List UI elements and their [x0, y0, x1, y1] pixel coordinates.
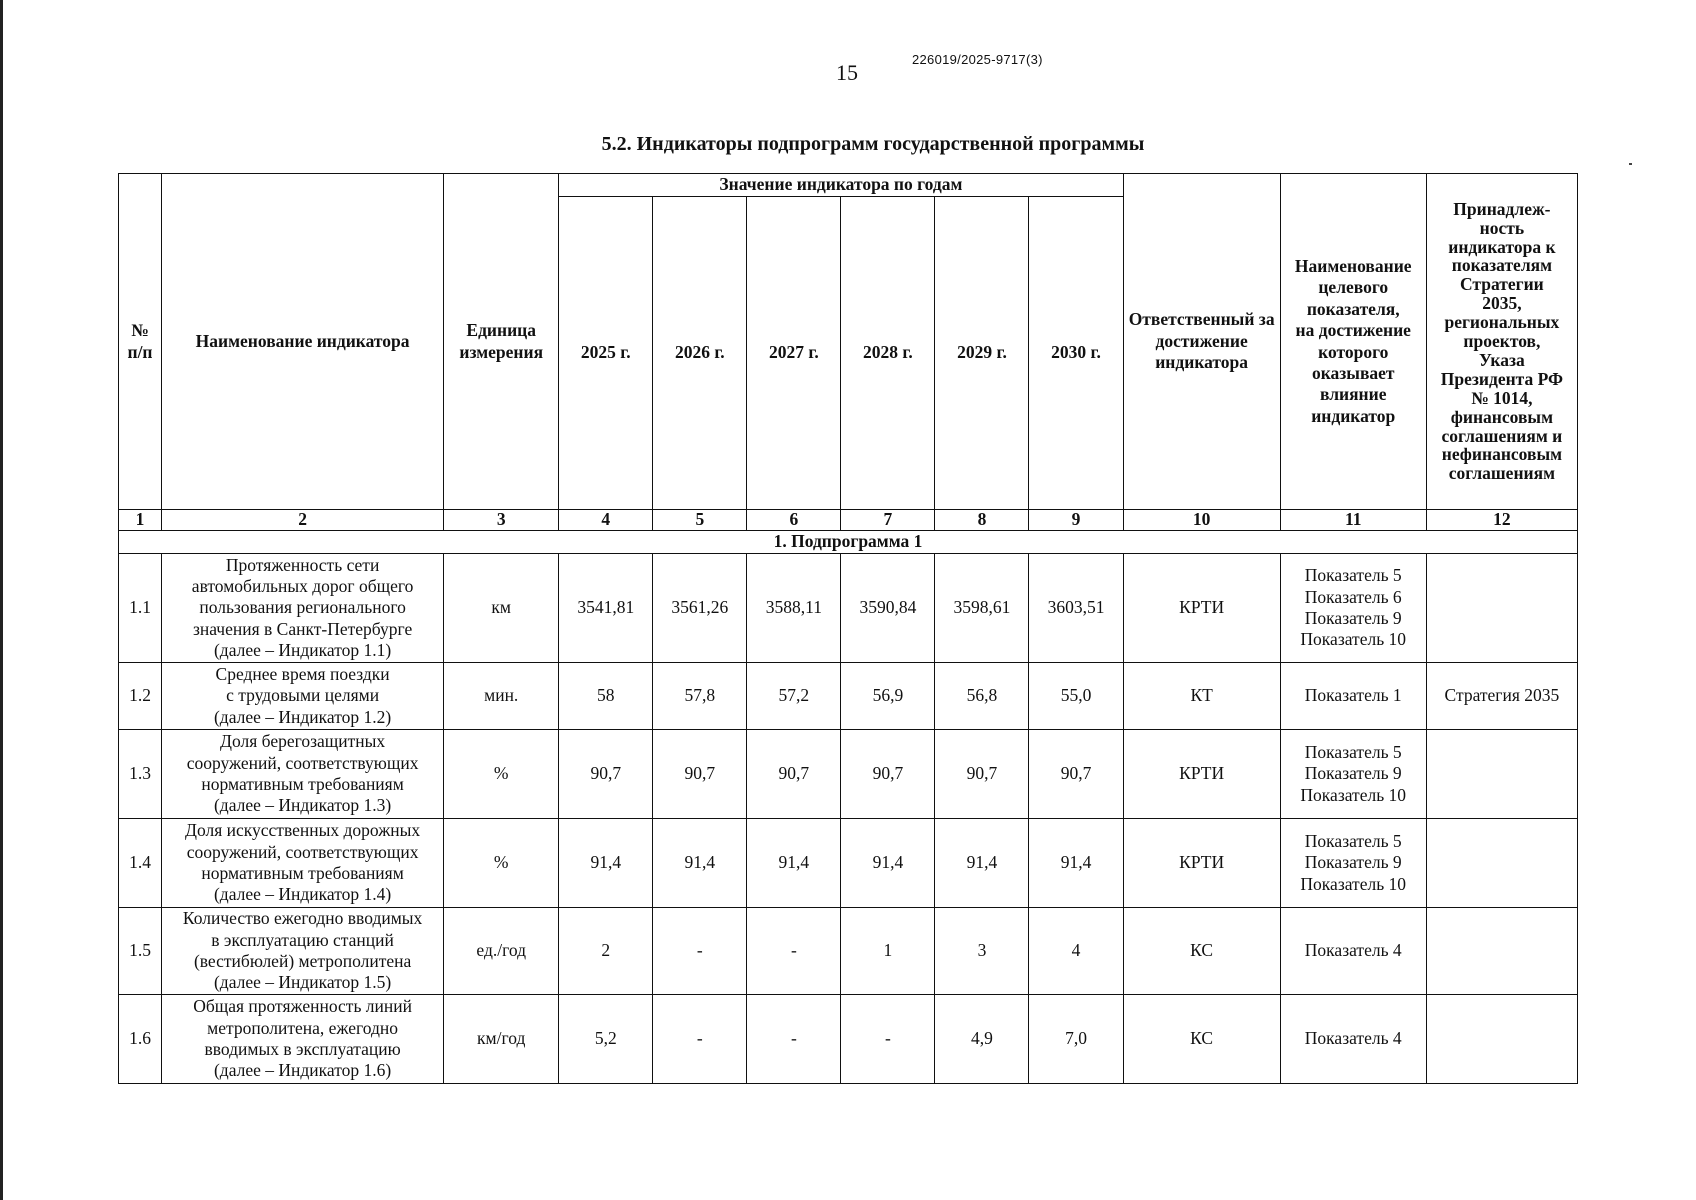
- text-line: автомобильных дорог общего: [191, 575, 414, 596]
- year-value: 91,4: [559, 819, 653, 908]
- year-value: -: [747, 908, 841, 995]
- text-line: целевого: [1318, 277, 1389, 298]
- text-line: вводимых в эксплуатацию: [204, 1039, 401, 1059]
- text-line: Указа: [1479, 349, 1525, 370]
- row-number: 1.1: [119, 554, 162, 663]
- year-value: 91,4: [935, 819, 1029, 908]
- strategy-cell: [1426, 995, 1577, 1084]
- strategy-cell: [1426, 908, 1577, 995]
- strategy-cell: [1426, 819, 1577, 908]
- year-value: 90,7: [559, 730, 653, 819]
- text-line: 2035,: [1482, 293, 1522, 314]
- text-line: Показатель 6: [1304, 586, 1402, 607]
- row-number: 1.3: [119, 730, 162, 819]
- responsible-cell: КТ: [1123, 663, 1280, 730]
- text-line: Показатель 9: [1304, 852, 1402, 873]
- header-year: 2026 г.: [653, 197, 747, 510]
- column-number: 10: [1123, 510, 1280, 531]
- text-line: Общая протяженность линий: [193, 996, 413, 1017]
- text-line: Показатель 5: [1304, 565, 1402, 586]
- strategy-cell: [1426, 554, 1577, 663]
- text-line: которого: [1318, 341, 1389, 362]
- header-values-group: Значение индикатора по годам: [559, 174, 1123, 197]
- year-value: 56,8: [935, 663, 1029, 730]
- section-title: 5.2. Индикаторы подпрограмм государственной программы: [601, 133, 1145, 155]
- indicator-name: [162, 663, 444, 730]
- header-year: 2028 г.: [841, 197, 935, 510]
- target-indicators: [1280, 908, 1426, 995]
- text-line: Доля берегозащитных: [220, 731, 386, 752]
- column-number: 4: [559, 510, 653, 531]
- table-row: [119, 995, 1578, 1084]
- unit-cell: %: [444, 819, 559, 908]
- text-line: Среднее время поездки: [215, 663, 390, 684]
- year-value: 3541,81: [559, 554, 653, 663]
- header-num: № п/п: [119, 174, 162, 510]
- text-line: в эксплуатацию станций: [211, 929, 394, 950]
- subprogram-row: [119, 531, 1578, 554]
- year-value: 58: [559, 663, 653, 730]
- text-line: показателям: [1451, 255, 1553, 276]
- year-value: 2: [559, 908, 653, 995]
- column-numbers-row: [119, 510, 1578, 531]
- column-number: 12: [1426, 510, 1577, 531]
- text-line: Показатель 4: [1304, 1028, 1402, 1049]
- year-value: 3588,11: [747, 554, 841, 663]
- year-value: 1: [841, 908, 935, 995]
- target-indicators: [1280, 663, 1426, 730]
- indicator-name: [162, 908, 444, 995]
- target-indicators: [1280, 730, 1426, 819]
- column-number: 3: [444, 510, 559, 531]
- subprogram-title: 1. Подпрограмма 1: [119, 531, 1578, 554]
- row-number: 1.4: [119, 819, 162, 908]
- row-number: 1.2: [119, 663, 162, 730]
- text-line: Показатель 10: [1300, 784, 1407, 805]
- table-row: [119, 730, 1578, 819]
- text-line: Показатель 4: [1304, 940, 1402, 961]
- text-line: Показатель 10: [1300, 629, 1407, 650]
- text-line: Наименование: [1294, 256, 1412, 277]
- header-year: 2029 г.: [935, 197, 1029, 510]
- text-line: (далее – Индикатор 1.1): [213, 640, 392, 661]
- year-value: 91,4: [1029, 819, 1123, 908]
- text-line: соглашениям и: [1441, 425, 1563, 446]
- responsible-cell: КС: [1123, 995, 1280, 1084]
- year-value: 90,7: [935, 730, 1029, 819]
- text-line: Показатель 5: [1304, 741, 1402, 762]
- column-number: 11: [1280, 510, 1426, 531]
- year-value: 91,4: [747, 819, 841, 908]
- header-target: [1280, 174, 1426, 510]
- unit-cell: км/год: [444, 995, 559, 1084]
- year-value: 55,0: [1029, 663, 1123, 730]
- page-edge: [0, 0, 3, 1200]
- column-number: 5: [653, 510, 747, 531]
- year-value: 57,8: [653, 663, 747, 730]
- text-line: Количество ежегодно вводимых: [182, 908, 423, 929]
- unit-cell: км: [444, 554, 559, 663]
- indicator-name: [162, 995, 444, 1084]
- target-indicators: [1280, 554, 1426, 663]
- target-indicators: [1280, 819, 1426, 908]
- text-line: сооружений, соответствующих: [186, 841, 419, 862]
- text-line: Принадлеж-: [1453, 198, 1551, 219]
- column-number: 9: [1029, 510, 1123, 531]
- header-year: 2027 г.: [747, 197, 841, 510]
- text-line: на достижение: [1295, 320, 1411, 341]
- text-line: метрополитена, ежегодно: [207, 1017, 399, 1038]
- header-unit: Единица измерения: [444, 174, 559, 510]
- column-number: 1: [119, 510, 162, 531]
- year-value: 7,0: [1029, 995, 1123, 1084]
- year-value: -: [653, 908, 747, 995]
- column-number: 6: [747, 510, 841, 531]
- text-line: финансовым: [1450, 406, 1553, 427]
- row-number: 1.5: [119, 908, 162, 995]
- strategy-cell: Стратегия 2035: [1426, 663, 1577, 730]
- text-line: (далее – Индикатор 1.5): [213, 972, 392, 993]
- text-line: влияние: [1319, 384, 1387, 405]
- text-line: проектов,: [1463, 331, 1541, 352]
- text-line: Показатель 1: [1304, 685, 1402, 706]
- header-strategy: [1426, 174, 1577, 510]
- text-line: Президента РФ: [1440, 368, 1564, 389]
- header-responsible: Ответственный за достижение индикатора: [1123, 174, 1280, 510]
- year-value: 3561,26: [653, 554, 747, 663]
- year-value: 57,2: [747, 663, 841, 730]
- text-line: индикатора к: [1448, 236, 1556, 257]
- text-line: Стратегии: [1460, 274, 1544, 295]
- indicator-name: [162, 730, 444, 819]
- header-year: 2025 г.: [559, 197, 653, 510]
- text-line: оказывает: [1311, 362, 1395, 383]
- year-value: 4: [1029, 908, 1123, 995]
- header-name: Наименование индикатора: [162, 174, 444, 510]
- text-line: ность: [1479, 217, 1525, 238]
- page-number: 15: [836, 60, 858, 85]
- text-line: показателя,: [1306, 298, 1400, 319]
- table-body: [119, 510, 1578, 1084]
- text-line: (далее – Индикатор 1.2): [213, 706, 392, 727]
- text-line: с трудовыми целями: [226, 685, 380, 706]
- indicator-name: [162, 819, 444, 908]
- table-row: [119, 908, 1578, 995]
- year-value: 91,4: [841, 819, 935, 908]
- text-line: (далее – Индикатор 1.6): [213, 1060, 392, 1081]
- table-header: [119, 174, 1578, 510]
- column-number: 7: [841, 510, 935, 531]
- text-line: пользования регионального: [199, 597, 406, 618]
- registration-number: 226019/2025-9717(3): [912, 52, 1043, 67]
- responsible-cell: КРТИ: [1123, 554, 1280, 663]
- text-line: соглашениям: [1448, 463, 1556, 484]
- target-indicators: [1280, 995, 1426, 1084]
- unit-cell: %: [444, 730, 559, 819]
- year-value: 5,2: [559, 995, 653, 1084]
- row-number: 1.6: [119, 995, 162, 1084]
- text-line: нефинансовым: [1441, 444, 1563, 465]
- year-value: 3603,51: [1029, 554, 1123, 663]
- year-value: 56,9: [841, 663, 935, 730]
- year-value: 90,7: [841, 730, 935, 819]
- text-line: (далее – Индикатор 1.3): [213, 795, 392, 816]
- text-line: сооружений, соответствующих: [186, 752, 419, 773]
- year-value: 90,7: [1029, 730, 1123, 819]
- table-row: [119, 819, 1578, 908]
- text-line: (далее – Индикатор 1.4): [213, 884, 392, 905]
- unit-cell: ед./год: [444, 908, 559, 995]
- year-value: 4,9: [935, 995, 1029, 1084]
- text-line: Доля искусственных дорожных: [185, 820, 421, 841]
- year-value: 3590,84: [841, 554, 935, 663]
- year-value: 90,7: [653, 730, 747, 819]
- scan-artifact: [1629, 163, 1632, 165]
- table-row: [119, 663, 1578, 730]
- text-line: значения в Санкт-Петербурге: [192, 618, 413, 639]
- text-line: Показатель 5: [1304, 830, 1402, 851]
- strategy-cell: [1426, 730, 1577, 819]
- column-number: 8: [935, 510, 1029, 531]
- text-line: Показатель 10: [1300, 873, 1407, 894]
- table-row: [119, 554, 1578, 663]
- year-value: 91,4: [653, 819, 747, 908]
- text-line: нормативным требованиям: [201, 863, 404, 883]
- text-line: Показатель 9: [1304, 763, 1402, 784]
- text-line: № 1014,: [1471, 387, 1533, 408]
- text-line: региональных: [1444, 312, 1560, 333]
- text-line: Показатель 9: [1304, 608, 1402, 628]
- year-value: -: [653, 995, 747, 1084]
- header-year: 2030 г.: [1029, 197, 1123, 510]
- responsible-cell: КРТИ: [1123, 730, 1280, 819]
- indicators-table: [118, 173, 1578, 1084]
- year-value: 90,7: [747, 730, 841, 819]
- responsible-cell: КС: [1123, 908, 1280, 995]
- text-line: (вестибюлей) метрополитена: [193, 951, 412, 971]
- text-line: нормативным требованиям: [201, 774, 404, 794]
- year-value: -: [841, 995, 935, 1084]
- column-number: 2: [162, 510, 444, 531]
- year-value: 3: [935, 908, 1029, 995]
- text-line: индикатор: [1311, 405, 1396, 426]
- unit-cell: мин.: [444, 663, 559, 730]
- indicator-name: [162, 554, 444, 663]
- year-value: -: [747, 995, 841, 1084]
- responsible-cell: КРТИ: [1123, 819, 1280, 908]
- year-value: 3598,61: [935, 554, 1029, 663]
- text-line: Протяженность сети: [225, 554, 380, 575]
